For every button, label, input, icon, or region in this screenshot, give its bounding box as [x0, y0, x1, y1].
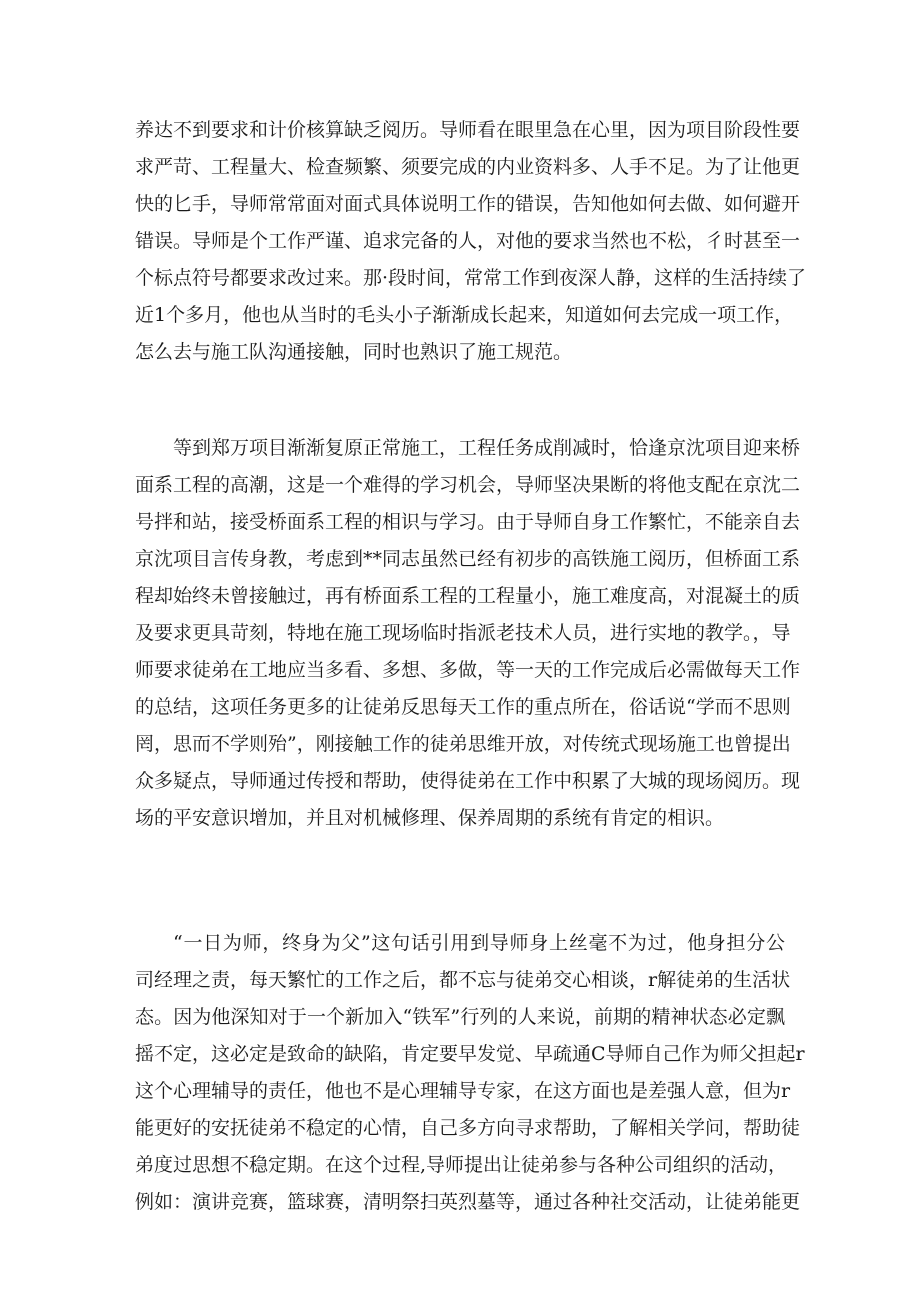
text-line: 态。因为他深知对于一个新加入“铁军”行列的人来说，前期的精神状态必定飘 — [135, 1006, 785, 1028]
text-line: 场的平安意识增加，并且对机械修理、保养周期的系统有肯定的相识。 — [135, 807, 725, 829]
text-line: 养达不到要求和计价核算缺乏阅历。导师看在眼里急在心里，因为项目阶段性要 — [135, 119, 801, 141]
text-line: 等到郑万项目渐渐复原正常施工，工程任务成削减时，恰逢京沈项目迎来桥 — [173, 437, 801, 459]
text-line: 例如：演讲竞赛，篮球赛，清明祭扫英烈墓等，通过各种社交活动，让徒弟能更 — [135, 1191, 801, 1213]
text-line: 面系工程的高潮，这是一个难得的学习机会，导师坚决果断的将他支配在京沈二 — [135, 474, 801, 496]
text-line: 个标点符号都要求改过来。那·段时间，常常工作到夜深人静，这样的生活持续了 — [135, 267, 807, 289]
paragraph-1 — [135, 112, 807, 371]
text-line: 这个心理辅导的责任，他也不是心理辅导专家，在这方面也是差强人意，但为r — [135, 1080, 791, 1102]
text-line: 怎么去与施工队沟通接触，同时也熟识了施工规范。 — [135, 341, 573, 363]
text-line: 司经理之责，每天繁忙的工作之后，都不忘与徒弟交心相谈，r解徒弟的生活状 — [135, 969, 791, 991]
text-line: 弟度过思想不稳定期。在这个过程,导师提出让徒弟参与各种公司组织的活动， — [135, 1154, 788, 1176]
text-line: 摇不定，这必定是致命的缺陷，肯定要早发觉、早疏通C导师自己作为师父担起r — [135, 1043, 805, 1065]
text-line: 罔，思而不学则殆”，刚接触工作的徒弟思维开放，对传统式现场施工也曾提出 — [135, 733, 791, 755]
text-line: 程却始终未曾接触过，再有桥面系工程的工程量小，施工难度高，对混凝土的质 — [135, 585, 801, 607]
text-line: 的总结，这项任务更多的让徒弟反思每天工作的重点所在，俗话说“学而不思则 — [135, 696, 791, 718]
text-line: 近1个多月，他也从当时的毛头小子渐渐成长起来，知道如何去完成一项工作， — [135, 304, 794, 326]
text-line: 京沈项目言传身教，考虑到**同志虽然已经有初步的高铁施工阅历，但桥面工系 — [135, 548, 801, 570]
paragraph-2 — [135, 430, 801, 837]
text-line: 快的匕手，导师常常面对面式具体说明工作的错误，告知他如何去做、如何避开 — [135, 193, 801, 215]
text-line: 及要求更具苛刻，特地在施工现场临时指派老技术人员，进行实地的教学。，导 — [135, 622, 791, 644]
text-line: 众多疑点，导师通过传授和帮助，使得徒弟在工作中积累了大城的现场阅历。现 — [135, 770, 801, 792]
text-line: 师要求徒弟在工地应当多看、多想、多做，等一天的工作完成后必需做每天工作 — [135, 659, 801, 681]
text-line: 错误。导师是个工作严谨、追求完备的人，对他的要求当然也不松，彳时甚至一 — [135, 230, 801, 252]
paragraph-3 — [135, 925, 805, 1221]
text-line: 求严苛、工程量大、检查频繁、须要完成的内业资料多、人手不足。为了让他更 — [135, 156, 801, 178]
text-line: 能更好的安抚徒弟不稳定的心情，自己多方向寻求帮助，了解相关学问，帮助徒 — [135, 1117, 801, 1139]
text-line: 号拌和站，接受桥面系工程的相识与学习。由于导师自身工作繁忙，不能亲自去 — [135, 511, 801, 533]
text-line: “一日为师，终身为父”这句话引用到导师身上丝毫不为过，他身担分公 — [173, 932, 785, 954]
